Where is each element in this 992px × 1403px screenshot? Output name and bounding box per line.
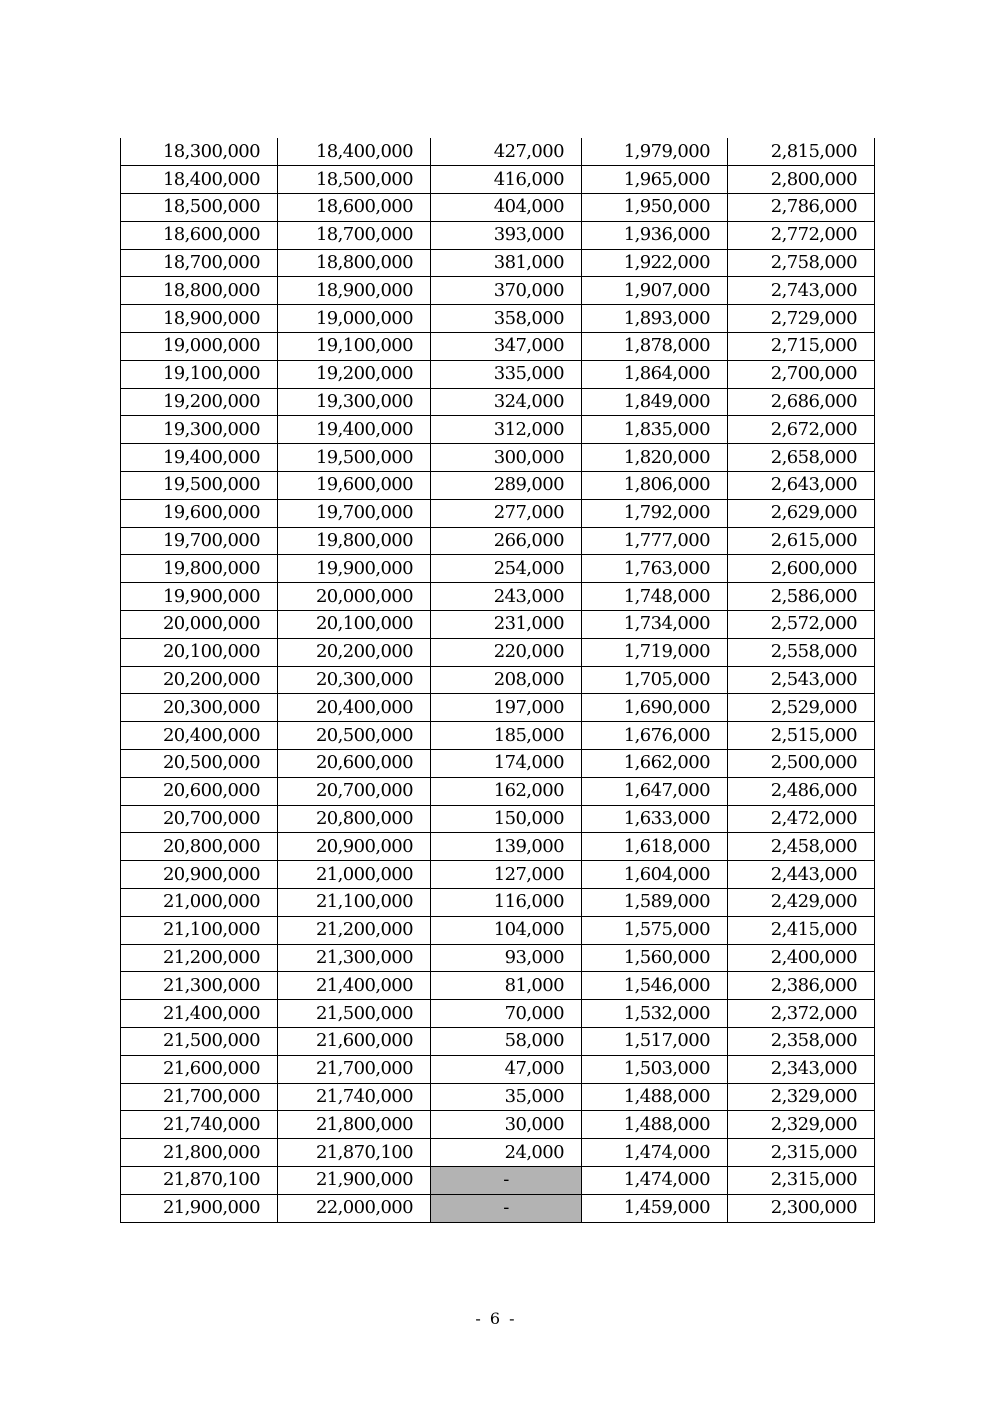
table-cell: 2,743,000 [728,277,875,305]
table-cell: 20,500,000 [278,722,431,750]
table-cell: 185,000 [431,722,582,750]
table-row [121,360,875,388]
table-cell: 116,000 [431,889,582,917]
table-cell: 21,800,000 [278,1111,431,1139]
table-cell: 20,100,000 [121,638,278,666]
table-cell: 1,705,000 [582,666,728,694]
table-cell: - [431,1194,582,1222]
table-cell: 20,000,000 [121,611,278,639]
table-cell: 1,662,000 [582,750,728,778]
table-cell: 1,864,000 [582,360,728,388]
table-cell: 1,849,000 [582,388,728,416]
table-cell: 1,474,000 [582,1139,728,1167]
table-cell: 335,000 [431,360,582,388]
table-row [121,805,875,833]
table-cell: 19,000,000 [121,333,278,361]
table-body [121,138,875,1222]
table-cell: 2,343,000 [728,1055,875,1083]
table-cell: 21,800,000 [121,1139,278,1167]
table-row [121,944,875,972]
table-cell: 21,900,000 [278,1166,431,1194]
table-cell: 19,800,000 [121,555,278,583]
table-cell: 1,950,000 [582,194,728,222]
table-cell: 19,600,000 [121,499,278,527]
table-cell: 18,500,000 [121,194,278,222]
table-cell: 18,900,000 [121,305,278,333]
table-cell: 21,000,000 [278,861,431,889]
table-cell: 21,000,000 [121,889,278,917]
table-row [121,1139,875,1167]
table-row [121,1055,875,1083]
table-row [121,666,875,694]
table-cell: 81,000 [431,972,582,1000]
table-cell: 1,676,000 [582,722,728,750]
table-cell: 19,300,000 [121,416,278,444]
table-cell: 47,000 [431,1055,582,1083]
table-cell: 1,792,000 [582,499,728,527]
table-cell: 2,600,000 [728,555,875,583]
table-cell: 1,719,000 [582,638,728,666]
table-cell: 2,772,000 [728,221,875,249]
table-row [121,277,875,305]
table-cell: 1,488,000 [582,1083,728,1111]
table-cell: 358,000 [431,305,582,333]
table-cell: 2,715,000 [728,333,875,361]
table-cell: 2,672,000 [728,416,875,444]
table-cell: 1,835,000 [582,416,728,444]
table-cell: 18,600,000 [121,221,278,249]
table-cell: 2,400,000 [728,944,875,972]
table-cell: 24,000 [431,1139,582,1167]
table-cell: 20,200,000 [278,638,431,666]
table-cell: 1,532,000 [582,1000,728,1028]
table-cell: 197,000 [431,694,582,722]
table-cell: 20,800,000 [278,805,431,833]
table-cell: 2,515,000 [728,722,875,750]
table-cell: 2,300,000 [728,1194,875,1222]
table-row [121,777,875,805]
table-cell: 1,979,000 [582,138,728,166]
table-cell: 2,486,000 [728,777,875,805]
table-row [121,1194,875,1222]
tax-table [120,138,875,1223]
table-cell: 2,700,000 [728,360,875,388]
table-cell: 19,900,000 [278,555,431,583]
table-cell: 19,200,000 [121,388,278,416]
table-row [121,472,875,500]
table-cell: 20,000,000 [278,583,431,611]
table-cell: 21,740,000 [278,1083,431,1111]
table-cell: 19,100,000 [121,360,278,388]
table-cell: 22,000,000 [278,1194,431,1222]
table-cell: 289,000 [431,472,582,500]
table-cell: 21,300,000 [121,972,278,1000]
table-cell: 2,315,000 [728,1166,875,1194]
table-cell: 1,647,000 [582,777,728,805]
table-cell: 427,000 [431,138,582,166]
table-cell: 2,329,000 [728,1111,875,1139]
table-cell: 162,000 [431,777,582,805]
table-cell: 19,400,000 [278,416,431,444]
table-cell: 21,200,000 [121,944,278,972]
table-row [121,889,875,917]
table-cell: 300,000 [431,444,582,472]
table-cell: 1,459,000 [582,1194,728,1222]
table-cell: 21,500,000 [278,1000,431,1028]
table-cell: 2,815,000 [728,138,875,166]
table-cell: 1,777,000 [582,527,728,555]
table-cell: 1,878,000 [582,333,728,361]
table-row [121,722,875,750]
table-cell: 2,529,000 [728,694,875,722]
table-row [121,333,875,361]
table-cell: 2,729,000 [728,305,875,333]
table-row [121,638,875,666]
table-cell: 19,700,000 [278,499,431,527]
table-cell: 324,000 [431,388,582,416]
table-row [121,583,875,611]
table-cell: 20,900,000 [121,861,278,889]
table-row [121,527,875,555]
table-cell: 1,503,000 [582,1055,728,1083]
table-cell: 1,965,000 [582,166,728,194]
table-cell: 2,543,000 [728,666,875,694]
table-cell: 1,763,000 [582,555,728,583]
table-cell: 20,200,000 [121,666,278,694]
table-cell: 18,400,000 [278,138,431,166]
table-cell: 19,500,000 [278,444,431,472]
table-cell: 18,700,000 [121,249,278,277]
table-cell: 2,572,000 [728,611,875,639]
table-row [121,1166,875,1194]
table-cell: 21,870,100 [278,1139,431,1167]
table-cell: 2,315,000 [728,1139,875,1167]
table-row [121,499,875,527]
table-cell: - [431,1166,582,1194]
table-cell: 277,000 [431,499,582,527]
table-row [121,1111,875,1139]
table-cell: 20,700,000 [121,805,278,833]
table-row [121,166,875,194]
table-cell: 1,604,000 [582,861,728,889]
table-cell: 70,000 [431,1000,582,1028]
table-row [121,388,875,416]
table-cell: 393,000 [431,221,582,249]
table-cell: 2,329,000 [728,1083,875,1111]
table-cell: 20,300,000 [121,694,278,722]
table-cell: 19,900,000 [121,583,278,611]
table-row [121,221,875,249]
table-cell: 21,400,000 [121,1000,278,1028]
table-cell: 2,586,000 [728,583,875,611]
table-row [121,1083,875,1111]
table-cell: 220,000 [431,638,582,666]
table-row [121,861,875,889]
table-cell: 20,900,000 [278,833,431,861]
table-cell: 1,734,000 [582,611,728,639]
table-cell: 1,690,000 [582,694,728,722]
table-cell: 19,500,000 [121,472,278,500]
table-cell: 347,000 [431,333,582,361]
table-cell: 2,372,000 [728,1000,875,1028]
table-cell: 139,000 [431,833,582,861]
table-cell: 20,400,000 [278,694,431,722]
table-cell: 18,500,000 [278,166,431,194]
table-cell: 21,400,000 [278,972,431,1000]
table-cell: 266,000 [431,527,582,555]
table-cell: 1,575,000 [582,916,728,944]
table-cell: 2,429,000 [728,889,875,917]
table-row [121,555,875,583]
table-cell: 1,936,000 [582,221,728,249]
table-cell: 2,658,000 [728,444,875,472]
table-cell: 1,488,000 [582,1111,728,1139]
table-cell: 21,870,100 [121,1166,278,1194]
table-cell: 20,800,000 [121,833,278,861]
table-row [121,194,875,222]
table-cell: 208,000 [431,666,582,694]
table-cell: 19,700,000 [121,527,278,555]
table-cell: 174,000 [431,750,582,778]
table-cell: 35,000 [431,1083,582,1111]
table-cell: 18,800,000 [121,277,278,305]
table-cell: 150,000 [431,805,582,833]
table-cell: 1,907,000 [582,277,728,305]
table-row [121,416,875,444]
table-row [121,444,875,472]
table-cell: 1,820,000 [582,444,728,472]
table-cell: 1,893,000 [582,305,728,333]
table-cell: 58,000 [431,1028,582,1056]
table-cell: 21,600,000 [278,1028,431,1056]
table-cell: 127,000 [431,861,582,889]
table-cell: 20,100,000 [278,611,431,639]
table-cell: 2,558,000 [728,638,875,666]
table-cell: 21,700,000 [121,1083,278,1111]
table-row [121,1028,875,1056]
table-cell: 18,400,000 [121,166,278,194]
table-cell: 19,300,000 [278,388,431,416]
table-cell: 18,800,000 [278,249,431,277]
table-cell: 2,758,000 [728,249,875,277]
table-cell: 93,000 [431,944,582,972]
table-cell: 21,200,000 [278,916,431,944]
table-cell: 20,600,000 [121,777,278,805]
table-cell: 20,600,000 [278,750,431,778]
table-cell: 2,786,000 [728,194,875,222]
table-cell: 19,600,000 [278,472,431,500]
table-cell: 312,000 [431,416,582,444]
table-cell: 21,500,000 [121,1028,278,1056]
table-cell: 1,618,000 [582,833,728,861]
page-number: - 6 - [475,1309,517,1328]
table-cell: 21,740,000 [121,1111,278,1139]
table-cell: 104,000 [431,916,582,944]
table-cell: 21,700,000 [278,1055,431,1083]
table-cell: 20,700,000 [278,777,431,805]
table-cell: 2,415,000 [728,916,875,944]
table-cell: 1,748,000 [582,583,728,611]
table-cell: 1,560,000 [582,944,728,972]
table-cell: 2,443,000 [728,861,875,889]
table-cell: 381,000 [431,249,582,277]
table-cell: 21,100,000 [121,916,278,944]
table-cell: 20,400,000 [121,722,278,750]
table-cell: 19,200,000 [278,360,431,388]
table-cell: 231,000 [431,611,582,639]
table-cell: 2,500,000 [728,750,875,778]
table-cell: 2,472,000 [728,805,875,833]
table-cell: 19,100,000 [278,333,431,361]
table-cell: 19,800,000 [278,527,431,555]
table-row [121,833,875,861]
table-cell: 254,000 [431,555,582,583]
table-cell: 1,806,000 [582,472,728,500]
table-cell: 2,458,000 [728,833,875,861]
table-cell: 2,643,000 [728,472,875,500]
table-row [121,1000,875,1028]
table-row [121,305,875,333]
table-cell: 1,546,000 [582,972,728,1000]
table-row [121,611,875,639]
table-cell: 18,900,000 [278,277,431,305]
table-cell: 2,629,000 [728,499,875,527]
table-cell: 21,100,000 [278,889,431,917]
table-cell: 18,600,000 [278,194,431,222]
table-cell: 1,517,000 [582,1028,728,1056]
table-cell: 2,800,000 [728,166,875,194]
table-row [121,916,875,944]
table-cell: 2,686,000 [728,388,875,416]
table-cell: 2,386,000 [728,972,875,1000]
table-row [121,138,875,166]
table-cell: 21,300,000 [278,944,431,972]
table-cell: 19,000,000 [278,305,431,333]
table-cell: 21,600,000 [121,1055,278,1083]
table-cell: 19,400,000 [121,444,278,472]
table-row [121,249,875,277]
table-cell: 404,000 [431,194,582,222]
table-row [121,750,875,778]
table-cell: 370,000 [431,277,582,305]
table-cell: 1,589,000 [582,889,728,917]
table-cell: 21,900,000 [121,1194,278,1222]
table-cell: 20,500,000 [121,750,278,778]
table-cell: 30,000 [431,1111,582,1139]
table-row [121,972,875,1000]
table-cell: 2,615,000 [728,527,875,555]
table-cell: 18,700,000 [278,221,431,249]
table-cell: 1,922,000 [582,249,728,277]
table-cell: 243,000 [431,583,582,611]
table-cell: 416,000 [431,166,582,194]
table-cell: 1,474,000 [582,1166,728,1194]
table-cell: 2,358,000 [728,1028,875,1056]
table-row [121,694,875,722]
table-cell: 18,300,000 [121,138,278,166]
table-cell: 20,300,000 [278,666,431,694]
table-cell: 1,633,000 [582,805,728,833]
